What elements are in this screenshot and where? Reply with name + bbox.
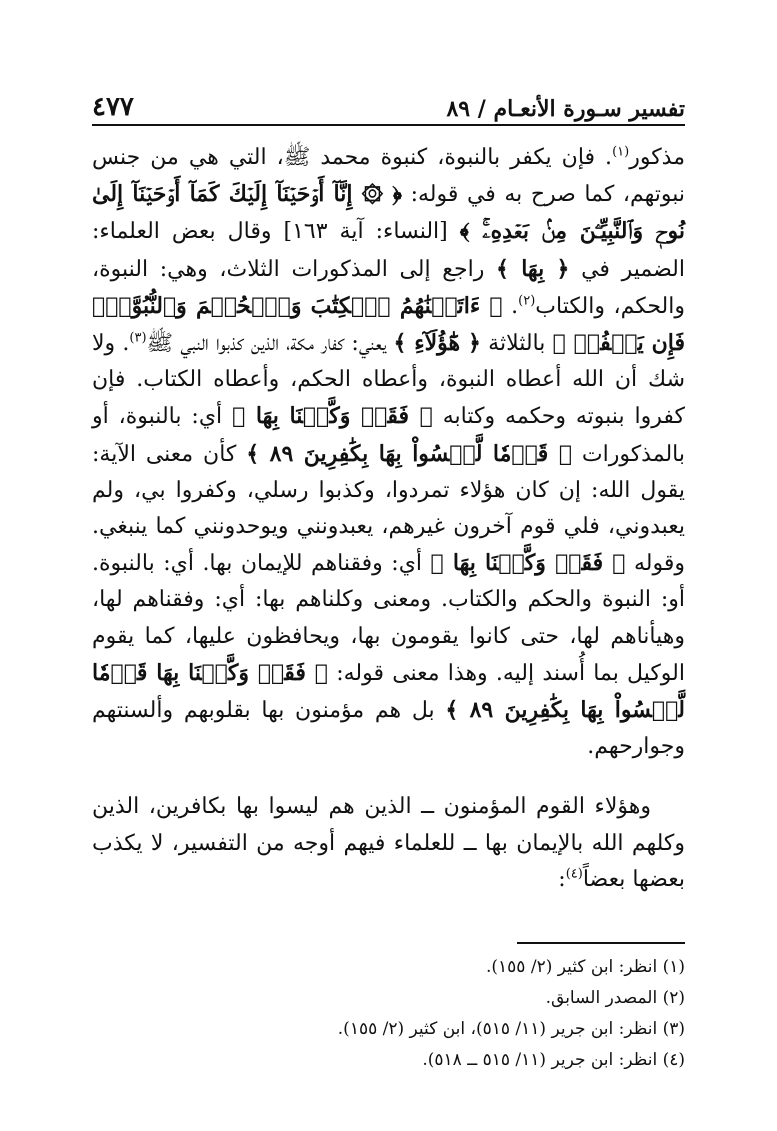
text-run: يعني: كفار مكة، الذين كذبوا النبي ﷺ <box>146 331 394 357</box>
header-rule <box>92 124 685 126</box>
quran-quote: ﴿ ۞ إِنَّآ أَوۡحَيۡنَآ إِلَيۡكَ كَمَآ أَوۡحَيۡنَآ إِلَىٰ نُوحٖ وَٱلنَّبِيِّـۧنَ مِنۢ بَعۡدِهِۦۚ ﴾ <box>92 181 685 245</box>
text-run: مذكور <box>629 145 685 170</box>
footnote-ref-1: (١) <box>612 144 630 160</box>
footnote-separator <box>517 942 685 944</box>
text-run: أي: بالنبوة، أو بالمذكورات <box>92 404 685 467</box>
quran-quote: ﴿ فَقَدۡ وَكَّلۡنَا بِهَا قَوۡمٗا لَّيۡسُواْ بِهَا بِكَٰفِرِينَ ٨٩ ﴾ <box>92 659 685 724</box>
quran-quote: ﴿ بِهَا ﴾ <box>496 255 570 282</box>
footnote-ref-3: (٣) <box>129 330 147 346</box>
footnote-1: (١) انظر: ابن كثير (٢/ ١٥٥). <box>485 957 685 977</box>
page-header <box>92 86 685 122</box>
text-run: . فإن يكفر بالنبوة، كنبوة محمد ﷺ، التي هي من جنس نبوتهم، كما صرح به في قوله: <box>92 145 685 208</box>
footnote-ref-2: (٢) <box>518 293 536 309</box>
body-text <box>92 140 685 898</box>
text-run: بل هم مؤمنون بها بقلوبهم وألسنتهم وجوارحهم. <box>92 698 685 760</box>
running-title: تفسير سـورة الأنعـام / ٨٩ <box>446 96 685 122</box>
text-run: بالثلاثة <box>480 331 553 357</box>
text-run: : <box>558 866 566 892</box>
text-run: . <box>502 293 519 319</box>
text-run: كأن معنى الآية: يقول الله: إن كان هؤلاء تمردوا، وكذبوا رسلي، وكفروا بي، ولم يعبدوني، فلي قوم آخرون غيرهم، يعبدونني ويوحدونني كما ينبغي. وقوله <box>92 441 686 577</box>
footnote-2: (٢) المصدر السابق. <box>545 988 685 1008</box>
page-number: ٤٧٧ <box>92 92 134 122</box>
quran-quote: ﴿ هَٰٓؤُلَآءِ ﴾ <box>393 330 481 357</box>
footnote-3: (٣) انظر: ابن جرير (١١/ ٥١٥)، ابن كثير (٢/ ١٥٥). <box>337 1019 685 1039</box>
footnote-4: (٤) انظر: ابن جرير (١١/ ٥١٥ ــ ٥١٨). <box>422 1050 685 1070</box>
text-run: [النساء: آية ١٦٣] وقال بعض العلماء: الضمير في <box>92 219 685 282</box>
footnote-ref-4: (٤) <box>565 866 583 882</box>
text-run: راجع إلى المذكورات الثلاث، وهي: النبوة، والحكم، والكتاب <box>92 256 685 319</box>
text-run: وهؤلاء القوم المؤمنون ــ الذين هم ليسوا بها بكافرين، الذين وكلهم الله بالإيمان بها ــ للعلماء فيهم أوجه من التفسير، لا يكذب بعضها بعضاً <box>92 794 685 892</box>
footnotes <box>92 952 685 1076</box>
text-run: . ولا شك أن الله أعطاه النبوة، وأعطاه الحكم، وأعطاه الكتاب. فإن كفروا بنبوته وحكمه وكتابه <box>92 331 685 430</box>
quran-quote: ﴿ ءَاتَيۡنَٰهُمُ ٱلۡكِتَٰبَ وَٱلۡحُكۡمَ وَٱلنُّبُوَّةَۚ فَإِن يَكۡفُرۡ ﴾ <box>92 292 685 357</box>
quran-quote: ﴿ فَقَدۡ وَكَّلۡنَا بِهَا ﴾ <box>430 550 626 577</box>
quran-quote: ﴿ فَقَدۡ وَكَّلۡنَا بِهَا ﴾ <box>232 403 433 430</box>
paragraph-1 <box>92 140 685 765</box>
text-run: أي: وفقناهم للإيمان بها. أي: بالنبوة. أو: النبوة والحكم والكتاب. ومعنى وكلناهم بها: أي: وفقناهم لها، وهيأناهم لها، حتى كانوا يقومون بها، ويحافظون عليها، كما يقوم الوكيل بما أُسند إليه. وهذا معنى قوله: <box>92 551 685 686</box>
quran-quote: ﴿ قَوۡمٗا لَّيۡسُواْ بِهَا بِكَٰفِرِينَ ٨٩ ﴾ <box>246 440 573 467</box>
paragraph-2 <box>92 789 685 898</box>
